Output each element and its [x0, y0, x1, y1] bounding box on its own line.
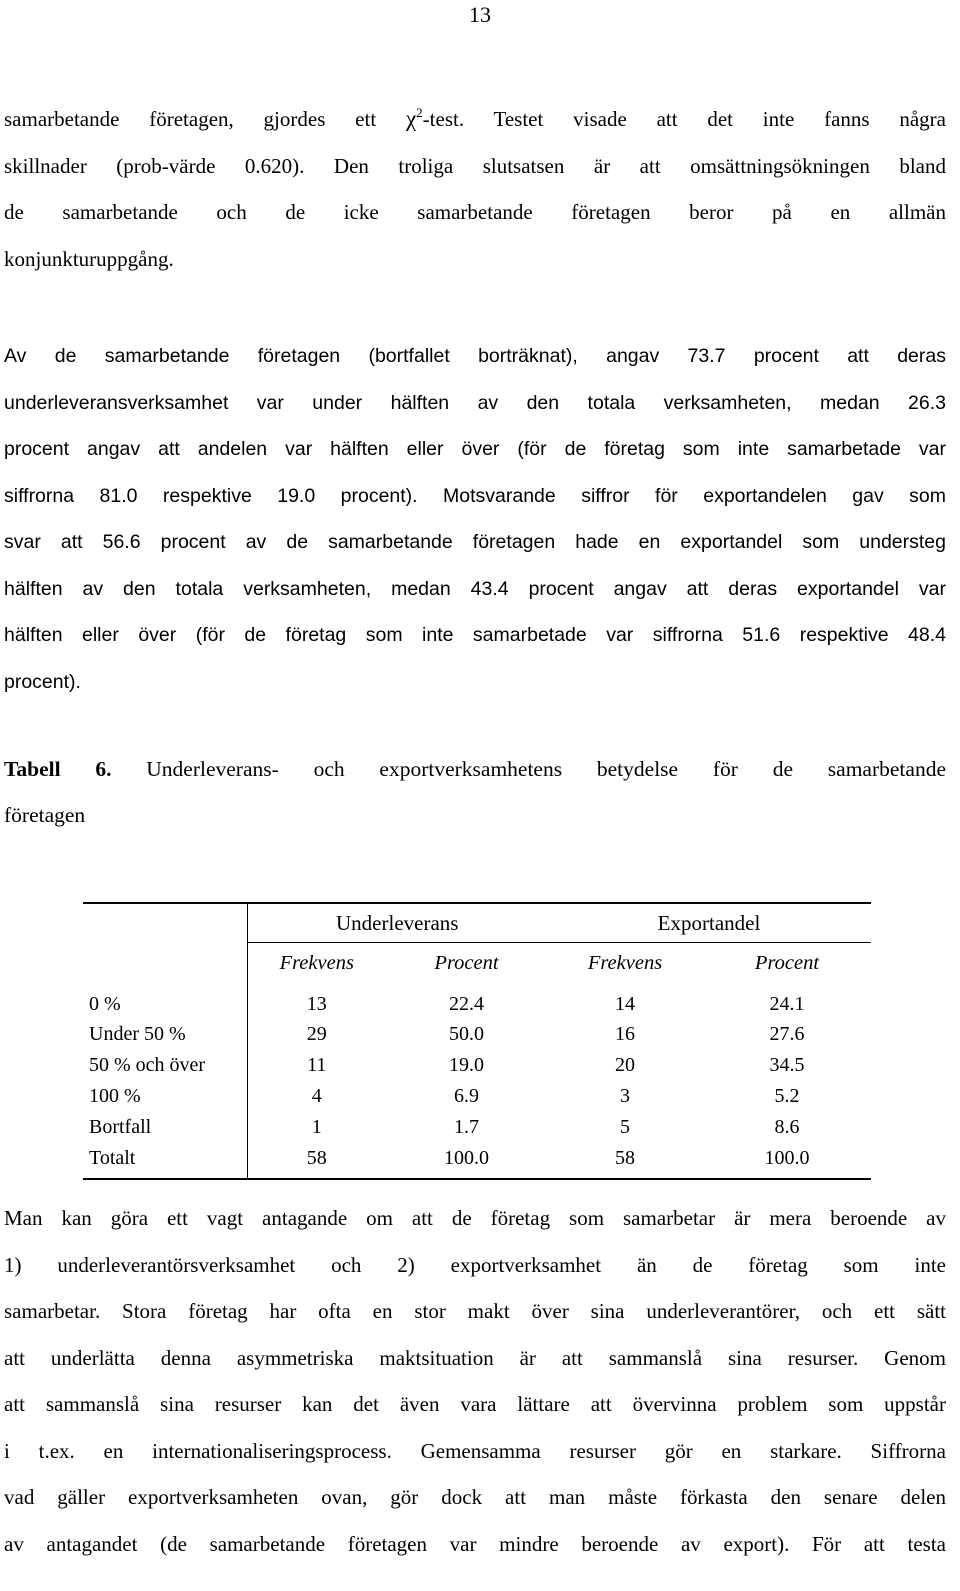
table-row	[83, 1081, 871, 1112]
paragraph-line: underleveransverksamhet var under hälften av den totala verksamheten, medan 26.3	[4, 391, 946, 414]
table-cell: 34.5	[769, 1054, 805, 1076]
paragraph-line: vad gäller exportverksamheten ovan, gör dock att man måste förkasta den senare delen	[4, 1485, 946, 1509]
table-subheader-row	[83, 943, 871, 984]
paragraph-line: de samarbetande och de icke samarbetande företagen beror på en allmän	[4, 200, 946, 224]
subheader-cell: Frekvens	[547, 943, 703, 984]
caption-label: Tabell 6.	[4, 757, 112, 781]
table-cell: 3	[620, 1085, 630, 1107]
row-label: 0 %	[83, 983, 247, 1019]
table-cell: 5	[620, 1116, 630, 1138]
table-cell: 58	[247, 1143, 386, 1179]
caption-text: Underleverans- och exportverksamhetens betydelse för de samarbetande	[111, 757, 946, 781]
table-cell: 100.0	[703, 1143, 871, 1179]
paragraph-discussion	[4, 1195, 946, 1567]
table-cell: 13	[306, 992, 327, 1015]
table-cell: 19.0	[449, 1054, 484, 1076]
table-cell: 14	[615, 992, 635, 1015]
paragraph-line: skillnader (prob-värde 0.620). Den troliga slutsatsen är att omsättningsökningen bland	[4, 153, 946, 178]
paragraph-line: att underlätta denna asymmetriska maktsituation är att sammanslå sina resurser. Genom	[4, 1345, 946, 1370]
table-cell: 1.7	[454, 1116, 479, 1138]
table-cell: 8.6	[774, 1116, 800, 1138]
paragraph-line: samarbetar. Stora företag har ofta en stor makt över sina underleverantörer, och ett sätt	[4, 1299, 946, 1323]
data-table	[83, 902, 871, 1180]
paragraph-line: i t.ex. en internationaliseringsprocess. Gemensamma resurser gör en starkare. Siffrorna	[4, 1438, 946, 1463]
subheader-cell: Procent	[703, 943, 871, 984]
row-label: Under 50 %	[83, 1019, 247, 1050]
caption-line	[4, 746, 946, 792]
paragraph-line: 1) underleverantörsverksamhet och 2) exportverksamhet än de företag som inte	[4, 1252, 946, 1277]
paragraph-line: hälften eller över (för de företag som inte samarbetade var siffrorna 51.6 respektive 48.4	[4, 624, 946, 646]
table-row	[83, 1019, 871, 1050]
table-cell: 24.1	[769, 992, 805, 1015]
table-caption	[4, 746, 946, 838]
table-cell: 58	[547, 1143, 703, 1179]
table-cell: 4	[311, 1085, 322, 1107]
table-row	[83, 1143, 871, 1179]
table-cell: 11	[307, 1054, 327, 1076]
table-row	[83, 1112, 871, 1143]
page-number: 13	[469, 2, 491, 27]
table-cell: 29	[306, 1023, 327, 1045]
paragraph-chi-square-result	[4, 96, 946, 282]
table-cell: 27.6	[769, 1023, 805, 1045]
table-cell: 6.9	[454, 1085, 479, 1107]
table-cell: 20	[615, 1054, 635, 1076]
table-cell: 50.0	[449, 1023, 484, 1045]
table-corner-cell	[83, 903, 247, 943]
table-row	[83, 983, 871, 1019]
paragraph-line: av antagandet (de samarbetande företagen var mindre beroende av export). För att testa	[4, 1531, 946, 1556]
table-cell: 5.2	[774, 1085, 800, 1107]
subheader-cell: Frekvens	[247, 943, 386, 984]
caption-line: företagen	[4, 803, 86, 827]
table-row	[83, 1050, 871, 1081]
subheader-cell: Procent	[386, 943, 547, 984]
table-group-header-row	[83, 903, 871, 943]
table-cell: 16	[615, 1023, 635, 1045]
group-header-exportandel: Exportandel	[547, 903, 871, 943]
paragraph-line: procent angav att andelen var hälften eller över (för de företag som inte samarbetade var	[4, 438, 946, 460]
superscript: 2	[416, 105, 423, 120]
paragraph-line: Man kan göra ett vagt antagande om att de företag som samarbetar är mera beroende av	[4, 1206, 946, 1230]
row-label: Bortfall	[83, 1112, 247, 1143]
paragraph-line: hälften av den totala verksamheten, medan 43.4 procent angav att deras exportandel var	[4, 577, 946, 600]
paragraph-line: att sammanslå sina resurser kan det även vara lättare att övervinna problem som uppstår	[4, 1392, 946, 1416]
chi-symbol: χ	[405, 106, 417, 131]
paragraph-line: svar att 56.6 procent av de samarbetande företagen hade en exportandel som understeg	[4, 531, 946, 553]
paragraph-line: konjunkturuppgång.	[4, 246, 174, 271]
paragraph-share-results	[4, 333, 946, 705]
row-label: 50 % och över	[83, 1050, 247, 1081]
paragraph-line: siffrorna 81.0 respektive 19.0 procent). Motsvarande siffror för exportandelen gav som	[4, 484, 946, 507]
group-header-underleverans: Underleverans	[247, 903, 547, 943]
table-cell: 100.0	[386, 1143, 547, 1179]
table-corner-cell	[83, 943, 247, 984]
row-label: Totalt	[83, 1143, 247, 1179]
row-label: 100 %	[83, 1081, 247, 1112]
table-cell: 1	[311, 1116, 322, 1138]
paragraph-line: samarbetande företagen, gjordes ett $\chi^2$-test. Testet visade att det inte fanns några	[4, 105, 946, 131]
table-cell: 22.4	[449, 992, 484, 1015]
paragraph-line: Av de samarbetande företagen (bortfallet borträknat), angav 73.7 procent att deras	[4, 345, 946, 367]
paragraph-line: procent).	[4, 670, 81, 693]
